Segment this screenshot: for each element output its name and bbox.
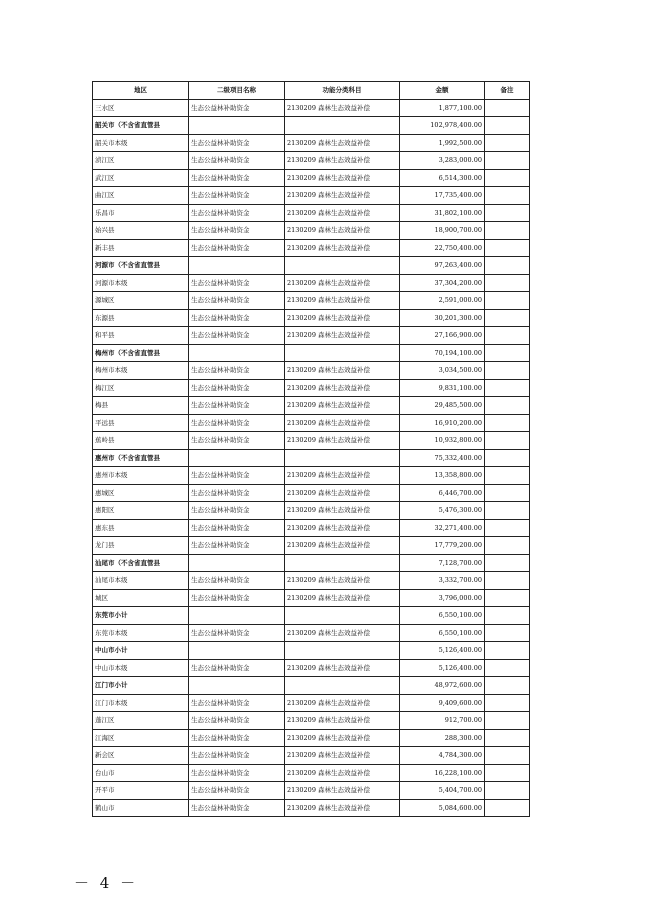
cell-item: 生态公益林补助资金: [189, 169, 285, 187]
cell-remark: [485, 782, 530, 800]
cell-region: 梅州市（不含省直管县: [93, 344, 189, 362]
cell-category: 2130209 森林生态效益补偿: [285, 397, 400, 415]
cell-region: 河源市（不含省直管县: [93, 257, 189, 275]
cell-remark: [485, 449, 530, 467]
cell-category: [285, 642, 400, 660]
cell-item: 生态公益林补助资金: [189, 694, 285, 712]
cell-remark: [485, 379, 530, 397]
cell-region: 江门市本级: [93, 694, 189, 712]
cell-category: 2130209 森林生态效益补偿: [285, 572, 400, 590]
cell-amount: 31,802,100.00: [400, 204, 485, 222]
cell-remark: [485, 642, 530, 660]
cell-category: 2130209 森林生态效益补偿: [285, 379, 400, 397]
table-row: [93, 782, 530, 800]
cell-item: 生态公益林补助资金: [189, 484, 285, 502]
table-row: [93, 414, 530, 432]
cell-item: 生态公益林补助资金: [189, 712, 285, 730]
cell-item: 生态公益林补助资金: [189, 222, 285, 240]
cell-item: 生态公益林补助资金: [189, 204, 285, 222]
cell-category: 2130209 森林生态效益补偿: [285, 414, 400, 432]
table-row: [93, 467, 530, 485]
table-row-subtotal: [93, 344, 530, 362]
cell-item: 生态公益林补助资金: [189, 659, 285, 677]
cell-region: 江门市小计: [93, 677, 189, 695]
cell-category: 2130209 森林生态效益补偿: [285, 239, 400, 257]
cell-amount: 10,932,800.00: [400, 432, 485, 450]
cell-category: 2130209 森林生态效益补偿: [285, 204, 400, 222]
table-row: [93, 99, 530, 117]
table-row: [93, 589, 530, 607]
cell-amount: 18,900,700.00: [400, 222, 485, 240]
cell-amount: 6,550,100.00: [400, 624, 485, 642]
cell-item: 生态公益林补助资金: [189, 379, 285, 397]
cell-amount: 5,126,400.00: [400, 659, 485, 677]
fund-allocation-table: [92, 81, 530, 817]
cell-category: 2130209 森林生态效益补偿: [285, 589, 400, 607]
cell-item: [189, 554, 285, 572]
cell-category: 2130209 森林生态效益补偿: [285, 519, 400, 537]
cell-region: 东莞市小计: [93, 607, 189, 625]
cell-remark: [485, 554, 530, 572]
cell-category: 2130209 森林生态效益补偿: [285, 467, 400, 485]
table-row: [93, 624, 530, 642]
cell-item: 生态公益林补助资金: [189, 134, 285, 152]
cell-region: 平远县: [93, 414, 189, 432]
cell-item: 生态公益林补助资金: [189, 589, 285, 607]
cell-region: 鹤山市: [93, 799, 189, 817]
table-row: [93, 502, 530, 520]
table-row: [93, 659, 530, 677]
cell-remark: [485, 414, 530, 432]
cell-region: 城区: [93, 589, 189, 607]
cell-amount: 5,476,300.00: [400, 502, 485, 520]
cell-remark: [485, 589, 530, 607]
cell-amount: 17,779,200.00: [400, 537, 485, 555]
cell-amount: 5,404,700.00: [400, 782, 485, 800]
table-row: [93, 572, 530, 590]
cell-item: 生态公益林补助资金: [189, 187, 285, 205]
cell-item: 生态公益林补助资金: [189, 397, 285, 415]
cell-region: 三水区: [93, 99, 189, 117]
cell-region: 新丰县: [93, 239, 189, 257]
cell-category: 2130209 森林生态效益补偿: [285, 624, 400, 642]
cell-remark: [485, 729, 530, 747]
cell-item: 生态公益林补助资金: [189, 362, 285, 380]
cell-remark: [485, 607, 530, 625]
cell-region: 惠东县: [93, 519, 189, 537]
cell-region: 东源县: [93, 309, 189, 327]
cell-region: 河源市本级: [93, 274, 189, 292]
cell-category: 2130209 森林生态效益补偿: [285, 799, 400, 817]
table-row: [93, 187, 530, 205]
cell-amount: 5,084,600.00: [400, 799, 485, 817]
cell-remark: [485, 519, 530, 537]
cell-item: 生态公益林补助资金: [189, 799, 285, 817]
cell-category: 2130209 森林生态效益补偿: [285, 712, 400, 730]
cell-amount: 75,332,400.00: [400, 449, 485, 467]
cell-item: 生态公益林补助资金: [189, 99, 285, 117]
table-row: [93, 292, 530, 310]
cell-remark: [485, 257, 530, 275]
cell-item: 生态公益林补助资金: [189, 537, 285, 555]
cell-region: 韶关市（不含省直管县: [93, 117, 189, 135]
cell-region: 东莞市本级: [93, 624, 189, 642]
table-row-subtotal: [93, 257, 530, 275]
header-remark: 备注: [485, 82, 530, 100]
cell-amount: 17,735,400.00: [400, 187, 485, 205]
cell-item: 生态公益林补助资金: [189, 624, 285, 642]
cell-remark: [485, 432, 530, 450]
cell-region: 源城区: [93, 292, 189, 310]
table-row: [93, 747, 530, 765]
cell-amount: 3,332,700.00: [400, 572, 485, 590]
cell-item: 生态公益林补助资金: [189, 729, 285, 747]
cell-category: 2130209 森林生态效益补偿: [285, 327, 400, 345]
cell-region: 和平县: [93, 327, 189, 345]
cell-remark: [485, 327, 530, 345]
cell-amount: 6,550,100.00: [400, 607, 485, 625]
cell-remark: [485, 362, 530, 380]
cell-region: 汕尾市（不含省直管县: [93, 554, 189, 572]
cell-remark: [485, 169, 530, 187]
table-row-subtotal: [93, 449, 530, 467]
cell-item: [189, 344, 285, 362]
cell-item: 生态公益林补助资金: [189, 519, 285, 537]
table-row: [93, 169, 530, 187]
table-row: [93, 152, 530, 170]
cell-region: 中山市小计: [93, 642, 189, 660]
cell-remark: [485, 152, 530, 170]
cell-item: 生态公益林补助资金: [189, 467, 285, 485]
cell-category: 2130209 森林生态效益补偿: [285, 274, 400, 292]
cell-category: 2130209 森林生态效益补偿: [285, 134, 400, 152]
cell-remark: [485, 274, 530, 292]
cell-item: [189, 257, 285, 275]
table-row: [93, 799, 530, 817]
table-row: [93, 484, 530, 502]
cell-region: 惠城区: [93, 484, 189, 502]
cell-category: 2130209 森林生态效益补偿: [285, 729, 400, 747]
cell-amount: 5,126,400.00: [400, 642, 485, 660]
table-row-subtotal: [93, 677, 530, 695]
cell-region: 汕尾市本级: [93, 572, 189, 590]
cell-category: 2130209 森林生态效益补偿: [285, 747, 400, 765]
table-row: [93, 519, 530, 537]
cell-item: 生态公益林补助资金: [189, 309, 285, 327]
cell-category: 2130209 森林生态效益补偿: [285, 764, 400, 782]
cell-category: [285, 677, 400, 695]
table-row: [93, 327, 530, 345]
cell-amount: 3,034,500.00: [400, 362, 485, 380]
cell-remark: [485, 624, 530, 642]
cell-amount: 1,877,100.00: [400, 99, 485, 117]
table-row: [93, 222, 530, 240]
cell-region: 龙门县: [93, 537, 189, 555]
cell-amount: 16,910,200.00: [400, 414, 485, 432]
cell-amount: 27,166,900.00: [400, 327, 485, 345]
cell-region: 蕉岭县: [93, 432, 189, 450]
cell-remark: [485, 677, 530, 695]
table-row: [93, 712, 530, 730]
cell-category: 2130209 森林生态效益补偿: [285, 694, 400, 712]
cell-amount: 3,283,000.00: [400, 152, 485, 170]
cell-item: 生态公益林补助资金: [189, 274, 285, 292]
table-body: [93, 99, 530, 817]
table-row: [93, 694, 530, 712]
cell-remark: [485, 117, 530, 135]
table-row: [93, 379, 530, 397]
cell-category: 2130209 森林生态效益补偿: [285, 782, 400, 800]
cell-amount: 32,271,400.00: [400, 519, 485, 537]
table-row: [93, 134, 530, 152]
cell-remark: [485, 204, 530, 222]
cell-remark: [485, 572, 530, 590]
cell-region: 韶关市本级: [93, 134, 189, 152]
cell-amount: 16,228,100.00: [400, 764, 485, 782]
cell-item: 生态公益林补助资金: [189, 432, 285, 450]
cell-category: 2130209 森林生态效益补偿: [285, 222, 400, 240]
table-row: [93, 537, 530, 555]
cell-remark: [485, 467, 530, 485]
cell-amount: 912,700.00: [400, 712, 485, 730]
cell-region: 梅县: [93, 397, 189, 415]
cell-region: 台山市: [93, 764, 189, 782]
cell-amount: 2,591,000.00: [400, 292, 485, 310]
cell-remark: [485, 397, 530, 415]
cell-remark: [485, 747, 530, 765]
cell-amount: 9,409,600.00: [400, 694, 485, 712]
cell-category: 2130209 森林生态效益补偿: [285, 292, 400, 310]
cell-region: 惠州市本级: [93, 467, 189, 485]
cell-remark: [485, 712, 530, 730]
cell-remark: [485, 694, 530, 712]
cell-region: 浈江区: [93, 152, 189, 170]
cell-amount: 6,514,300.00: [400, 169, 485, 187]
table-row-subtotal: [93, 642, 530, 660]
cell-item: [189, 117, 285, 135]
table-row: [93, 764, 530, 782]
cell-amount: 48,972,600.00: [400, 677, 485, 695]
header-amount: 金额: [400, 82, 485, 100]
cell-region: 曲江区: [93, 187, 189, 205]
table-row: [93, 432, 530, 450]
cell-category: 2130209 森林生态效益补偿: [285, 187, 400, 205]
cell-amount: 1,992,500.00: [400, 134, 485, 152]
cell-category: [285, 257, 400, 275]
table-header-row: [93, 82, 530, 100]
cell-region: 开平市: [93, 782, 189, 800]
cell-item: 生态公益林补助资金: [189, 782, 285, 800]
cell-amount: 9,831,100.00: [400, 379, 485, 397]
cell-amount: 7,128,700.00: [400, 554, 485, 572]
cell-item: [189, 677, 285, 695]
cell-remark: [485, 292, 530, 310]
cell-amount: 3,796,000.00: [400, 589, 485, 607]
cell-remark: [485, 659, 530, 677]
cell-item: 生态公益林补助资金: [189, 414, 285, 432]
cell-category: 2130209 森林生态效益补偿: [285, 169, 400, 187]
cell-category: 2130209 森林生态效益补偿: [285, 99, 400, 117]
cell-item: 生态公益林补助资金: [189, 327, 285, 345]
table-row-subtotal: [93, 554, 530, 572]
cell-remark: [485, 187, 530, 205]
cell-category: [285, 449, 400, 467]
cell-remark: [485, 344, 530, 362]
cell-category: [285, 344, 400, 362]
cell-remark: [485, 134, 530, 152]
table-row: [93, 397, 530, 415]
cell-remark: [485, 239, 530, 257]
cell-region: 惠阳区: [93, 502, 189, 520]
cell-category: 2130209 森林生态效益补偿: [285, 309, 400, 327]
cell-amount: 13,358,800.00: [400, 467, 485, 485]
cell-item: 生态公益林补助资金: [189, 502, 285, 520]
cell-amount: 4,784,300.00: [400, 747, 485, 765]
header-category: 功能分类科目: [285, 82, 400, 100]
table-row: [93, 362, 530, 380]
cell-category: [285, 117, 400, 135]
header-region: 地区: [93, 82, 189, 100]
cell-amount: 97,263,400.00: [400, 257, 485, 275]
cell-item: [189, 607, 285, 625]
cell-item: 生态公益林补助资金: [189, 764, 285, 782]
cell-region: 梅州市本级: [93, 362, 189, 380]
cell-category: [285, 554, 400, 572]
table-row-subtotal: [93, 607, 530, 625]
page-number: － 4 －: [74, 874, 139, 892]
cell-amount: 22,750,400.00: [400, 239, 485, 257]
table-row: [93, 729, 530, 747]
cell-category: 2130209 森林生态效益补偿: [285, 537, 400, 555]
cell-amount: 29,485,500.00: [400, 397, 485, 415]
cell-remark: [485, 764, 530, 782]
cell-amount: 6,446,700.00: [400, 484, 485, 502]
cell-item: [189, 642, 285, 660]
cell-item: 生态公益林补助资金: [189, 747, 285, 765]
cell-item: 生态公益林补助资金: [189, 152, 285, 170]
cell-region: 梅江区: [93, 379, 189, 397]
cell-category: 2130209 森林生态效益补偿: [285, 432, 400, 450]
cell-category: 2130209 森林生态效益补偿: [285, 484, 400, 502]
cell-item: 生态公益林补助资金: [189, 239, 285, 257]
cell-remark: [485, 222, 530, 240]
cell-region: 蓬江区: [93, 712, 189, 730]
cell-amount: 37,304,200.00: [400, 274, 485, 292]
cell-category: 2130209 森林生态效益补偿: [285, 659, 400, 677]
table-row: [93, 274, 530, 292]
cell-remark: [485, 484, 530, 502]
table-row: [93, 204, 530, 222]
cell-category: 2130209 森林生态效益补偿: [285, 362, 400, 380]
cell-region: 始兴县: [93, 222, 189, 240]
cell-region: 中山市本级: [93, 659, 189, 677]
cell-region: 惠州市（不含省直管县: [93, 449, 189, 467]
cell-amount: 70,194,100.00: [400, 344, 485, 362]
cell-region: 新会区: [93, 747, 189, 765]
cell-remark: [485, 99, 530, 117]
cell-remark: [485, 799, 530, 817]
table-row: [93, 239, 530, 257]
cell-category: [285, 607, 400, 625]
cell-item: 生态公益林补助资金: [189, 292, 285, 310]
cell-amount: 288,300.00: [400, 729, 485, 747]
header-item: 二级项目名称: [189, 82, 285, 100]
cell-remark: [485, 309, 530, 327]
cell-region: 江海区: [93, 729, 189, 747]
cell-remark: [485, 537, 530, 555]
table-row: [93, 309, 530, 327]
table-row-subtotal: [93, 117, 530, 135]
cell-item: 生态公益林补助资金: [189, 572, 285, 590]
cell-amount: 30,201,300.00: [400, 309, 485, 327]
cell-region: 武江区: [93, 169, 189, 187]
cell-item: [189, 449, 285, 467]
cell-remark: [485, 502, 530, 520]
cell-amount: 102,978,400.00: [400, 117, 485, 135]
cell-region: 乐昌市: [93, 204, 189, 222]
cell-category: 2130209 森林生态效益补偿: [285, 502, 400, 520]
cell-category: 2130209 森林生态效益补偿: [285, 152, 400, 170]
